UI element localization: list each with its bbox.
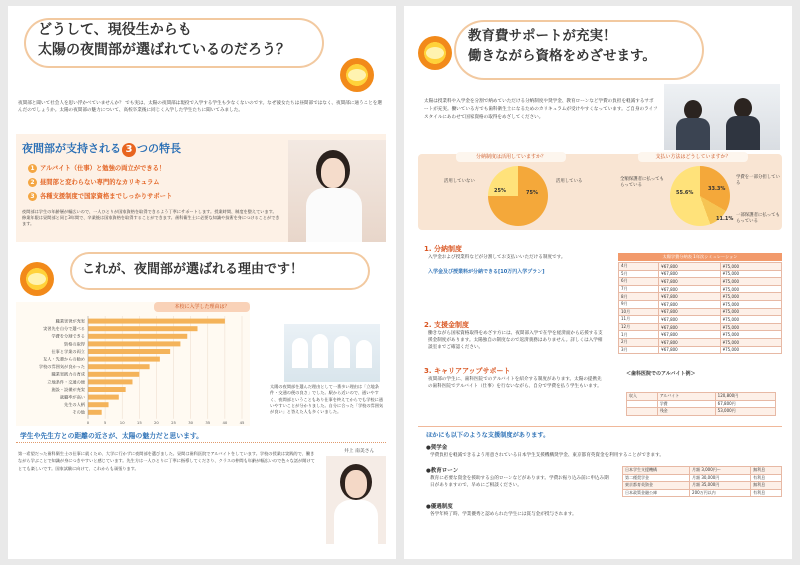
fee-table-cell: ¥75,000 — [720, 263, 781, 271]
features-title-end: つの特長 — [137, 142, 181, 155]
bar — [88, 410, 102, 415]
student-portrait — [326, 456, 386, 544]
fee-table-cell: ¥75,000 — [720, 316, 781, 324]
support-table-row — [623, 482, 782, 490]
fee-table-cell: ¥67,800 — [659, 293, 720, 301]
office-photo — [664, 84, 780, 150]
other-item-text: 教育に必要な資金を援助する公的ローンなどがあります。学費お振り込み前に申込み期日がありますので、早めにご相談ください。 — [430, 476, 609, 488]
fee-table-cell: 7月 — [619, 285, 659, 293]
fee-table-cell: ¥75,000 — [720, 338, 781, 346]
student-title: 学生や先生方との距離の近さが、太陽の魅力だと思います。 — [20, 432, 203, 440]
plan-title: 入学金及び授業料が分納できる[10万円入学プラン] — [428, 269, 545, 275]
other-item-text: 各学年終了時、学業優秀と認められた学生には賞与金が授与されます。 — [430, 512, 577, 517]
bar-category-label: 資格の取得 — [64, 341, 85, 347]
salary-table-cell: 残金 — [657, 408, 715, 416]
bar — [88, 349, 170, 354]
features-list — [28, 163, 258, 205]
plan-desc — [428, 276, 604, 283]
fee-table-cell: ¥75,000 — [720, 270, 781, 278]
support-table-cell: 無利息 — [751, 482, 782, 490]
pie2-label-part: 一部保護者に払ってもらっている — [736, 213, 780, 224]
bar — [88, 387, 126, 392]
pie1-value-no: 25% — [494, 188, 506, 194]
sun-mascot-icon — [20, 262, 54, 296]
sun-mascot-icon — [340, 58, 374, 92]
support-table-row — [623, 489, 782, 497]
salary-table-cell: 67,800円 — [715, 400, 775, 408]
fee-table-cell: ¥75,000 — [720, 323, 781, 331]
student-photo — [288, 140, 386, 242]
support-table-cell: 第二種奨学金 — [623, 474, 690, 482]
pie1-chart — [488, 166, 548, 226]
classroom-photo — [284, 324, 380, 382]
bar — [88, 364, 150, 369]
bar-category-label: 立地条件・交通の便 — [47, 379, 85, 385]
fee-table-row — [619, 308, 782, 316]
fee-table-cell: 8月 — [619, 293, 659, 301]
section-title: 1. 分納制度 — [424, 245, 462, 253]
bar — [88, 379, 132, 384]
bar-category-label: 施設・設備が充実 — [51, 386, 85, 392]
student-text: 第一希望だった歯科衛生士の仕事に就くため、大学に行かずに夜間部を選びました。昼間は歯科医院でアルバイトをしています。学校の授業は実践的で、働きながら学ぶことで知識が身につきやすいと感じています。先生方は一人ひとりに丁寧に指導してくださり、クラスの仲間も年齢が幅広いので色々な話が聞けてとても楽しいです。国家試験に向けて、これからも頑張ります。 — [18, 451, 315, 471]
pie1-label-yes: 活用している — [556, 179, 583, 184]
support-table-cell: 日本政策金融公庫 — [623, 489, 690, 497]
salary-table-row — [627, 393, 776, 401]
fee-table-cell: ¥67,800 — [659, 316, 720, 324]
bar — [88, 334, 187, 339]
bar-category-label: 学費を分割できる — [51, 333, 85, 339]
fee-table-cell: 3月 — [619, 346, 659, 354]
student-name: 井上 南美さん — [344, 449, 375, 454]
support-table-cell: 東京都育英資金 — [623, 482, 690, 490]
x-tick-label: 25 — [171, 419, 176, 425]
support-table-cell: 有利息 — [751, 474, 782, 482]
fee-table-cell: ¥75,000 — [720, 331, 781, 339]
bar — [88, 326, 198, 331]
support-table-row — [623, 474, 782, 482]
salary-table-row — [627, 400, 776, 408]
fee-table-row — [619, 263, 782, 271]
bar-category-label: その他 — [72, 409, 85, 415]
fee-table-cell: ¥67,800 — [659, 338, 720, 346]
right-intro: 太陽は授業料や入学金を分割で納めていただける分納制度や奨学金、教育ローンなど学費の負担を軽減するサポートが充実。働いている方でも歯科衛生士になるためのカリキュラムが受けやすくなっています。ご自身のライフスタイルにあわせて国家資格の取得をめざしてください。 — [424, 99, 658, 120]
pie2-title: 支払い方法はどうしていますか？ — [638, 152, 748, 162]
support-table-row — [623, 467, 782, 475]
salary-table-cell — [627, 400, 658, 408]
fee-table-cell: ¥67,800 — [659, 323, 720, 331]
salary-table — [626, 392, 776, 416]
feature-number: 2 — [28, 178, 37, 187]
features-title-number: 3 — [122, 143, 136, 157]
fee-table-cell: ¥67,800 — [659, 300, 720, 308]
fee-table-row — [619, 270, 782, 278]
feature-number: 3 — [28, 192, 37, 201]
bar-category-label: 先生の人柄 — [64, 402, 85, 408]
salary-table-cell: 120,800円 — [715, 393, 775, 401]
reason-bar-chart — [16, 302, 250, 426]
support-table-cell: 日本学生支援機構 — [623, 467, 690, 475]
left-headline-line2: 太陽の夜間部が選ばれているのだろう？ — [38, 42, 290, 58]
support-table — [622, 466, 782, 497]
fee-table-cell: 6月 — [619, 278, 659, 286]
pie1-title: 分納制度は活用していますか？ — [456, 152, 566, 162]
right-headline-line2: 働きながら資格をめざせます。 — [468, 48, 656, 64]
salary-table-cell: 収入 — [627, 393, 658, 401]
salary-table-cell: アルバイト — [657, 393, 715, 401]
x-tick-label: 30 — [188, 419, 194, 425]
feature-text: 各種支援制度で国家資格までしっかりサポート — [40, 193, 173, 200]
salary-table-cell: 学費 — [657, 400, 715, 408]
features-title — [22, 140, 181, 157]
x-tick-label: 20 — [154, 419, 159, 425]
fee-table-row — [619, 323, 782, 331]
pie2-value-self: 33.3% — [708, 186, 726, 192]
x-tick-label: 40 — [222, 419, 228, 425]
feature-text: 昼間部と変わらない専門的なカリキュラム — [40, 179, 160, 186]
bar-category-label: 学校の雰囲気が良かった — [38, 364, 85, 370]
support-table-cell: 200万円以内 — [690, 489, 751, 497]
fee-table-cell: ¥67,800 — [659, 331, 720, 339]
x-tick-label: 10 — [119, 419, 125, 425]
x-tick-label: 5 — [103, 419, 107, 425]
fee-table-cell: 11月 — [619, 316, 659, 324]
left-page — [8, 6, 396, 559]
chart-caption: 本校に入学した理由は？ — [154, 302, 250, 312]
fee-table-row — [619, 278, 782, 286]
divider — [418, 426, 782, 427]
fee-table-cell: 10月 — [619, 308, 659, 316]
fee-table-cell: ¥67,800 — [659, 285, 720, 293]
fee-table-row — [619, 285, 782, 293]
section-title: 3. キャリアアップサポート — [424, 367, 511, 375]
support-table-cell: 月額 3,000円～ — [690, 467, 751, 475]
fee-table-cell: ¥75,000 — [720, 300, 781, 308]
other-item-title: ●奨学金 — [426, 445, 448, 451]
features-title-text: 夜間部が支持される — [22, 142, 121, 155]
fee-table-cell: 4月 — [619, 263, 659, 271]
x-tick-label: 0 — [86, 419, 90, 425]
fee-table-row — [619, 293, 782, 301]
support-table-cell: 月額 30,000円 — [690, 474, 751, 482]
support-table-cell: 月額 35,000円 — [690, 482, 751, 490]
salary-table-row — [627, 408, 776, 416]
fee-table-row — [619, 346, 782, 354]
bar-category-label: 職業実習が充実 — [55, 318, 85, 324]
fee-table — [618, 262, 782, 354]
fee-table-row — [619, 338, 782, 346]
section-text: 働きながら国家資格取得をめざす方には、夜間部入学で在学を経済面から応援する支援金制度があります。太陽独自の制度なので返済義務はありません。詳しくは入学相談室までご確認ください。 — [428, 331, 603, 351]
sun-mascot-icon — [418, 36, 452, 70]
fee-table-cell: ¥67,800 — [659, 346, 720, 354]
fee-table-cell: ¥75,000 — [720, 308, 781, 316]
pie2-label-all: 全額保護者に払ってもらっている — [620, 177, 664, 188]
x-tick-label: 35 — [205, 419, 211, 425]
feature-item — [28, 177, 258, 191]
other-item-title: ●教育ローン — [426, 468, 459, 474]
pie1-label-no: 活用していない — [444, 179, 475, 184]
section-text: 夜間部の学生に、歯科医院でのアルバイトを紹介する制度があります。太陽の提携先の歯科医院でアルバイト（仕事）を行ないながら、自分で学費を払う学生もいます。 — [428, 377, 602, 390]
x-tick-label: 15 — [136, 419, 142, 425]
bar-category-label: 仕事と学業の両立 — [51, 348, 85, 354]
bar — [88, 319, 225, 324]
right-page — [404, 6, 792, 559]
salary-title: ＜歯科医院でのアルバイト例＞ — [626, 371, 696, 377]
fee-table-cell: ¥67,800 — [659, 308, 720, 316]
fee-table-cell: ¥67,800 — [659, 263, 720, 271]
feature-item — [28, 191, 258, 205]
fee-table-row — [619, 300, 782, 308]
fee-table-cell: 9月 — [619, 300, 659, 308]
fee-table-cell: 1月 — [619, 331, 659, 339]
bar-category-label: 友人・先輩からの勧め — [43, 356, 85, 362]
support-table-cell: 有利息 — [751, 489, 782, 497]
fee-table-cell: ¥67,800 — [659, 278, 720, 286]
section-title: 2. 支援金制度 — [424, 321, 469, 329]
bar — [88, 402, 109, 407]
bar-category-label: 就職率が高い — [59, 394, 85, 400]
left-intro: 夜間部と聞いて社会人を思い浮かべていませんか？ でも実は、太陽の夜間部は現役で入学する学生も少なくないのです。なぜ彼女たちは昼間部ではなく、夜間部に通うことを選んだのでしょうか。太陽の夜間部の魅力について、高校卒業後に同じく入学した学生たちに聞いてみました。 — [18, 101, 382, 113]
fee-table-cell: 5月 — [619, 270, 659, 278]
support-table-cell: 無利息 — [751, 467, 782, 475]
fee-table-row — [619, 331, 782, 339]
fee-table-cell: ¥67,800 — [659, 270, 720, 278]
fee-table-cell: ¥75,000 — [720, 285, 781, 293]
salary-table-cell — [627, 408, 658, 416]
bar — [88, 372, 139, 377]
bar — [88, 395, 119, 400]
pie2-value-all: 55.6% — [676, 190, 694, 196]
reason-title: これが、夜間部が選ばれる理由です！ — [82, 262, 304, 277]
bar-category-label: 職業実践力の育成 — [51, 371, 85, 377]
section-text: 入学金および授業料などが分割してお支払いいただける制度です。 — [428, 255, 566, 260]
other-title: ほかにも以下のような支援制度があります。 — [426, 432, 550, 439]
reason-chart — [16, 302, 250, 426]
fee-table-cell: ¥75,000 — [720, 278, 781, 286]
other-item-title: ●優遇制度 — [426, 504, 453, 510]
left-headline-line1: どうして、現役生からも — [38, 22, 192, 38]
salary-table-cell: 53,000円 — [715, 408, 775, 416]
feature-number: 1 — [28, 164, 37, 173]
feature-item — [28, 163, 258, 177]
pie2-value-part: 11.1% — [716, 216, 734, 222]
fee-table-row — [619, 316, 782, 324]
features-desc: 夜間部は学生の年齢層が幅広いので、一人ひとりが国家資格を取得できるよう丁寧にサポートします。授業時間、制度を整えています。修業年限は昼間部と同じ3年間で、卒業後は国家資格を取得することができます。歯科衛生士に必要な知識や技術を身につけることができます。 — [22, 209, 280, 227]
bar — [88, 341, 180, 346]
pie1-value-yes: 75% — [526, 190, 538, 196]
fee-table-title: 太陽学費分納表 1年次シミュレーション — [618, 253, 782, 261]
chart-side-text: 太陽の夜間部を選んだ理由として一番多い理由は「立地条件・交通の便の良さ」でした。駅から近いので、通いやすく、夜間部ということもあり仕事を終えてからでも学校に通いやすいことが分かりました。自分に合った「学校の雰囲気が良い」と答えた人も多くいました。 — [270, 384, 384, 415]
x-tick-label: 45 — [239, 419, 245, 425]
feature-text: アルバイト（仕事）と勉強の両立ができる！ — [40, 165, 166, 172]
fee-table-cell: ¥75,000 — [720, 293, 781, 301]
bar — [88, 357, 160, 362]
pie2-label-self: 学費を一部分担している — [736, 175, 780, 186]
right-headline-line1: 教育費サポートが充実！ — [468, 28, 617, 44]
fee-table-cell: 12月 — [619, 323, 659, 331]
other-item-text: 学費負担を軽減できるよう用意されている日本学生支援機構奨学金、東京都育英資金を利用することができます。 — [430, 453, 664, 458]
bar-category-label: 実習先を自分で選べる — [43, 326, 85, 332]
fee-table-cell: ¥75,000 — [720, 346, 781, 354]
fee-table-cell: 2月 — [619, 338, 659, 346]
